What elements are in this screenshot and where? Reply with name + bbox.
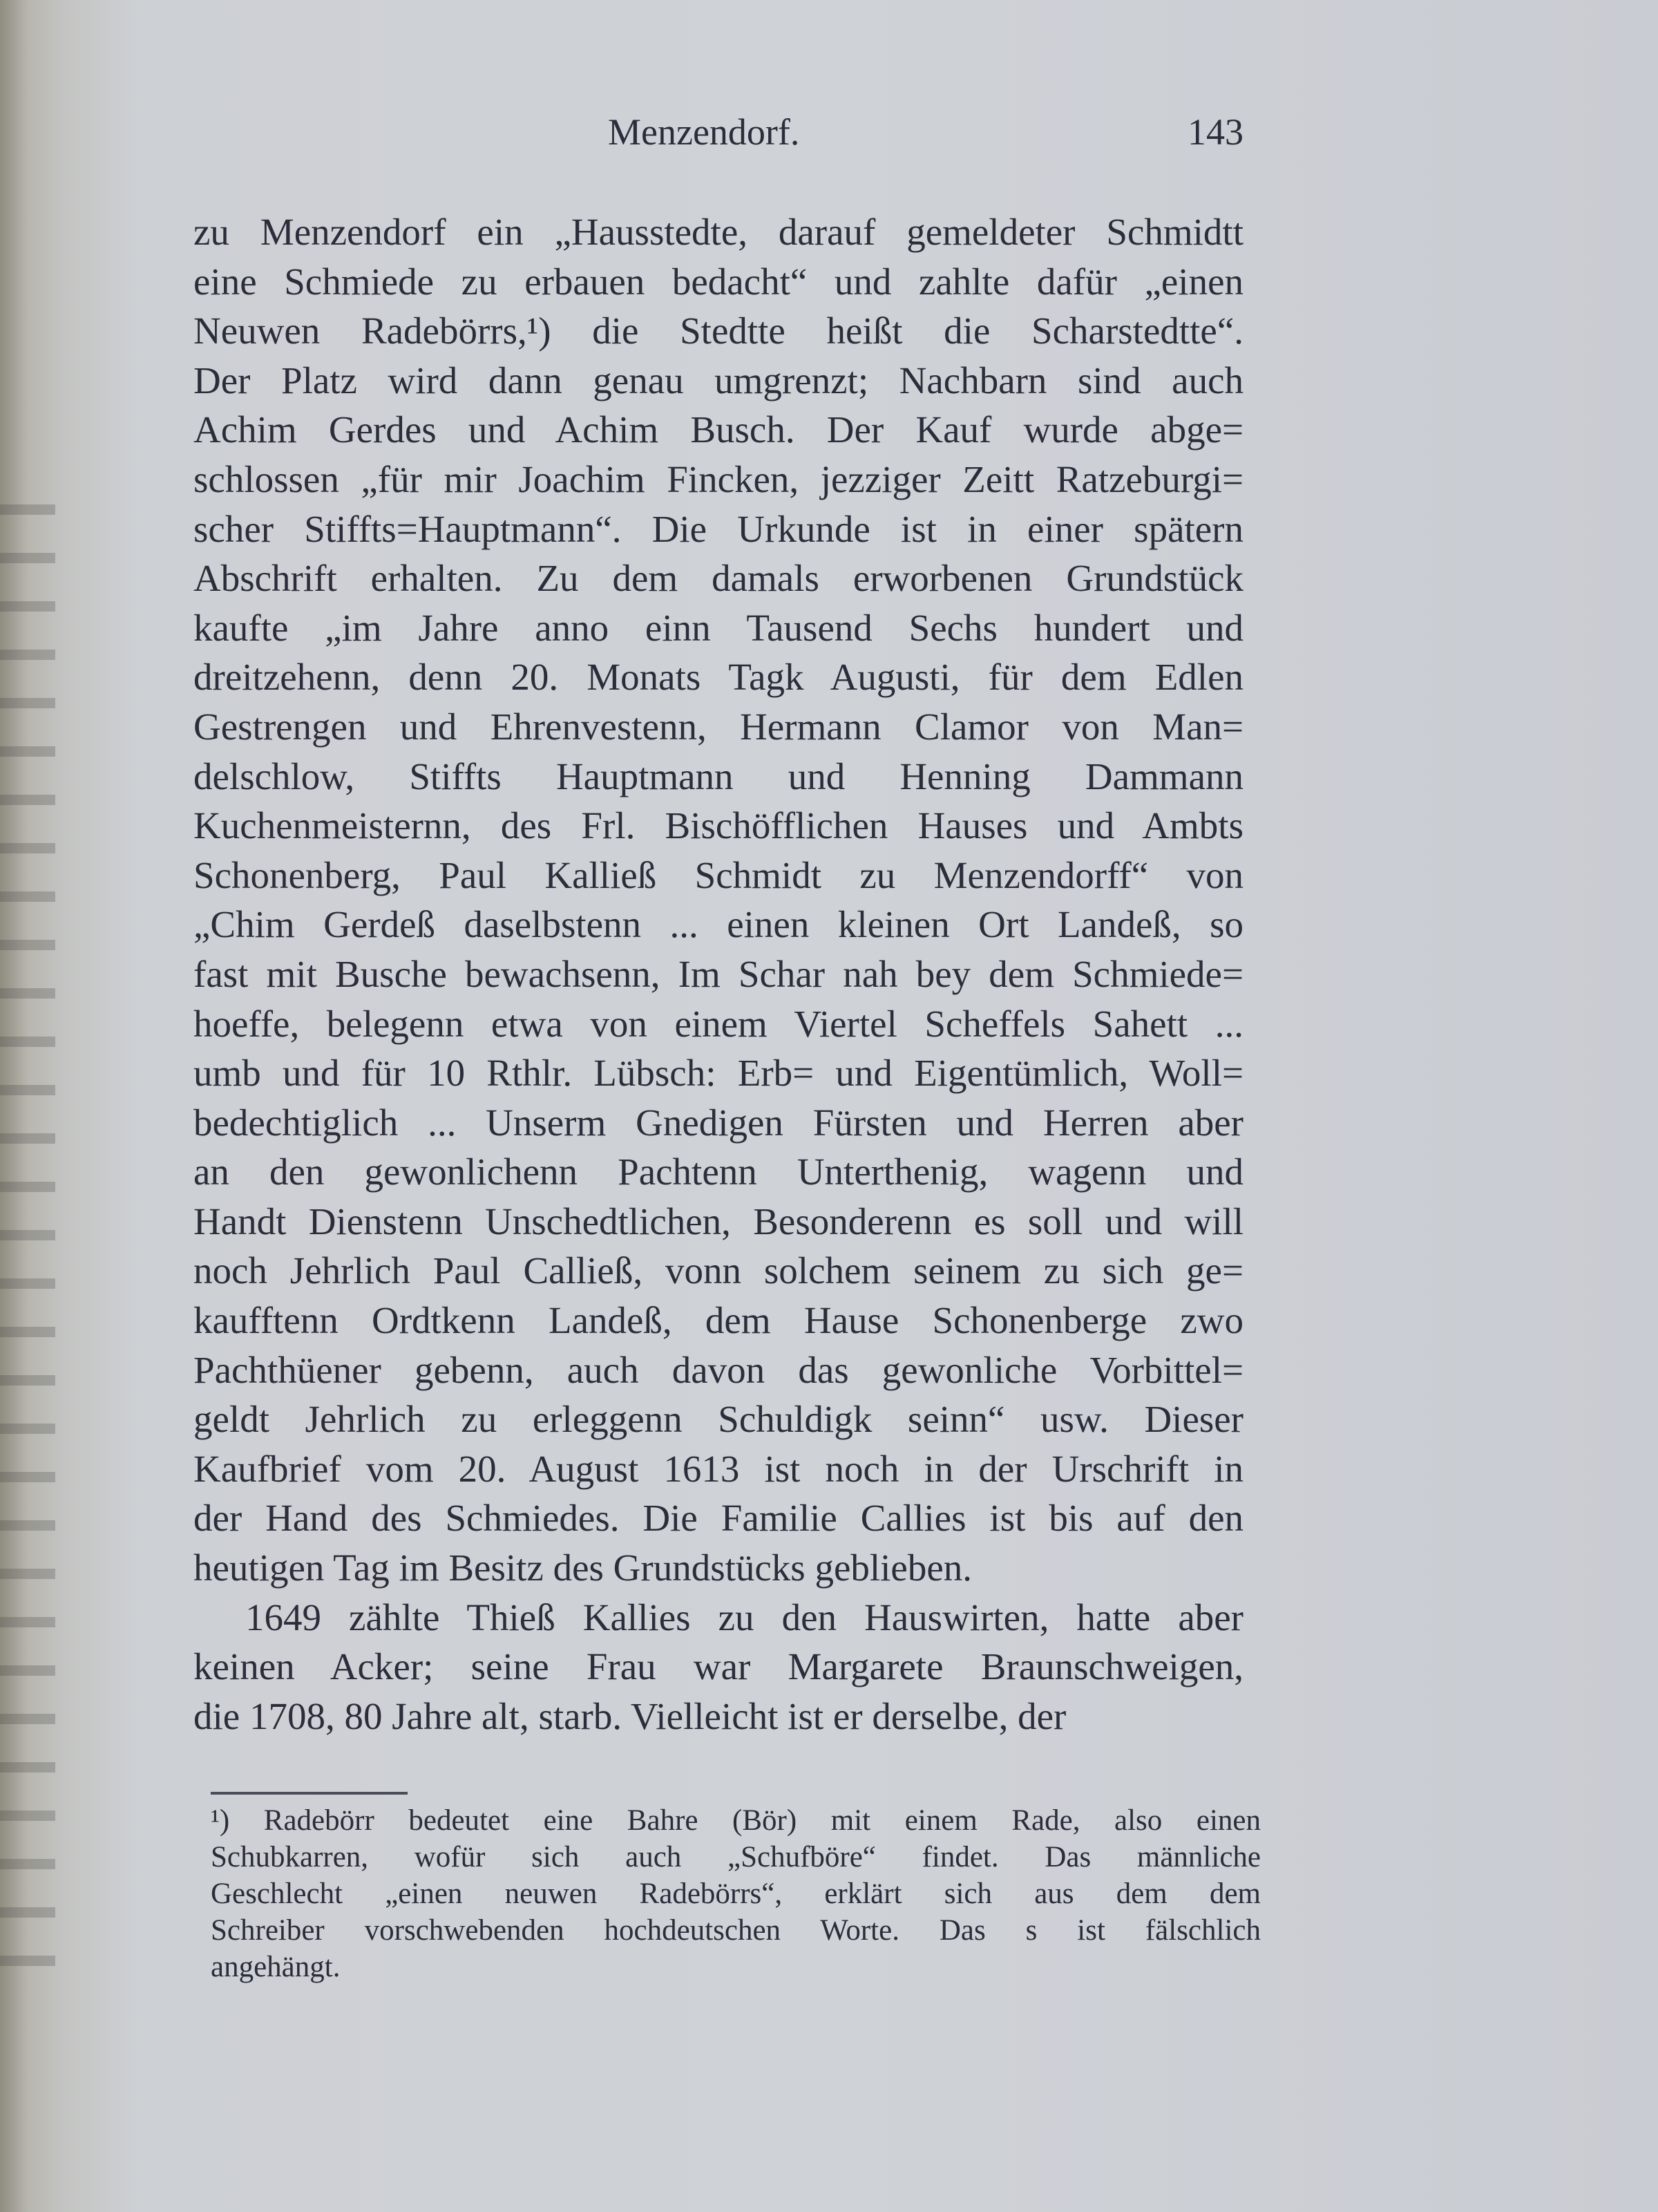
text-line: dreitzehenn, denn 20. Monats Tagk Augusti, für dem Edlen <box>193 656 1244 699</box>
text-line: Schonenberg, Paul Kalließ Schmidt zu Menzendorff“ von <box>193 853 1244 896</box>
footnote-rule <box>211 1792 408 1795</box>
text-line: Achim Gerdes und Achim Busch. Der Kauf wurde abge= <box>193 408 1244 451</box>
text-line: keinen Acker; seine Frau war Margarete Braunschweigen, <box>193 1645 1244 1688</box>
text-line: Kaufbrief vom 20. August 1613 ist noch in der Urschrift in <box>193 1447 1244 1490</box>
text-line: fast mit Busche bewachsenn, Im Schar nah bey dem Schmiede= <box>193 952 1244 995</box>
footnote-line: Geschlecht „einen neuwen Radebörrs“, erklärt sich aus dem dem <box>211 1878 1261 1910</box>
text-line: heutigen Tag im Besitz des Grundstücks geblieben. <box>193 1547 972 1589</box>
text-line: Handt Dienstenn Unschedtlichen, Besonderenn es soll und will <box>193 1200 1244 1242</box>
text-line: Abschrift erhalten. Zu dem damals erworbenen Grundstück <box>193 557 1244 600</box>
text-line: Gestrengen und Ehrenvestenn, Hermann Clamor von Man= <box>193 705 1244 748</box>
text-line: zu Menzendorf ein „Hausstedte, darauf gemeldeter Schmidtt <box>193 211 1244 253</box>
page-number: 143 <box>1188 111 1244 153</box>
text-line: scher Stiffts=Hauptmann“. Die Urkunde ist in einer spätern <box>193 507 1244 550</box>
text-line: Der Platz wird dann genau umgrenzt; Nachbarn sind auch <box>193 359 1244 401</box>
text-line: eine Schmiede zu erbauen bedacht“ und zahlte dafür „einen <box>193 260 1244 303</box>
text-line: an den gewonlichenn Pachtenn Unterthenig, wagenn und <box>193 1151 1244 1193</box>
text-line: delschlow, Stiffts Hauptmann und Henning Dammann <box>193 755 1244 797</box>
text-line: kaufftenn Ordtkenn Landeß, dem Hause Schonenberge zwo <box>193 1299 1244 1342</box>
page-header <box>193 111 1244 166</box>
running-title: Menzendorf. <box>608 111 800 153</box>
text-line: Neuwen Radebörrs,¹) die Stedtte heißt die Scharstedtte“. <box>193 310 1244 352</box>
footnote-line: angehängt. <box>211 1951 341 1983</box>
text-line: schlossen „für mir Joachim Fincken, jezziger Zeitt Ratzeburgi= <box>193 457 1244 500</box>
text-line: „Chim Gerdeß daselbstenn ... einen kleinen Ort Landeß, so <box>193 903 1244 946</box>
text-line: die 1708, 80 Jahre alt, starb. Vielleicht ist er derselbe, der <box>193 1694 1067 1737</box>
body-text <box>193 207 1244 1741</box>
text-line: umb und für 10 Rthlr. Lübsch: Erb= und Eigentümlich, Woll= <box>193 1052 1244 1095</box>
text-line: noch Jehrlich Paul Calließ, vonn solchem seinem zu sich ge= <box>193 1249 1244 1292</box>
text-line: 1649 zählte Thieß Kallies zu den Hauswirten, hatte aber <box>245 1596 1244 1638</box>
adjacent-page-edge <box>0 484 55 2004</box>
footnote-line: Schubkarren, wofür sich auch „Schufböre“ findet. Das männliche <box>211 1841 1261 1873</box>
text-line: Pachthüener gebenn, auch davon das gewonliche Vorbittel= <box>193 1348 1244 1391</box>
footnotes <box>211 1802 1261 1985</box>
text-line: bedechtiglich ... Unserm Gnedigen Fürsten und Herren aber <box>193 1101 1244 1144</box>
footnote-line: Schreiber vorschwebenden hochdeutschen Worte. Das s ist fälschlich <box>211 1914 1261 1947</box>
text-line: geldt Jehrlich zu erleggenn Schuldigk seinn“ usw. Dieser <box>193 1398 1244 1441</box>
text-line: Kuchenmeisternn, des Frl. Bischöfflichen Hauses und Ambts <box>193 804 1244 847</box>
footnote-line: ¹) Radebörr bedeutet eine Bahre (Bör) mit einem Rade, also einen <box>211 1804 1261 1837</box>
text-line: hoeffe, belegenn etwa von einem Viertel Scheffels Sahett ... <box>193 1002 1244 1045</box>
text-line: kaufte „im Jahre anno einn Tausend Sechs hundert und <box>193 606 1244 649</box>
text-line: der Hand des Schmiedes. Die Familie Callies ist bis auf den <box>193 1497 1244 1540</box>
